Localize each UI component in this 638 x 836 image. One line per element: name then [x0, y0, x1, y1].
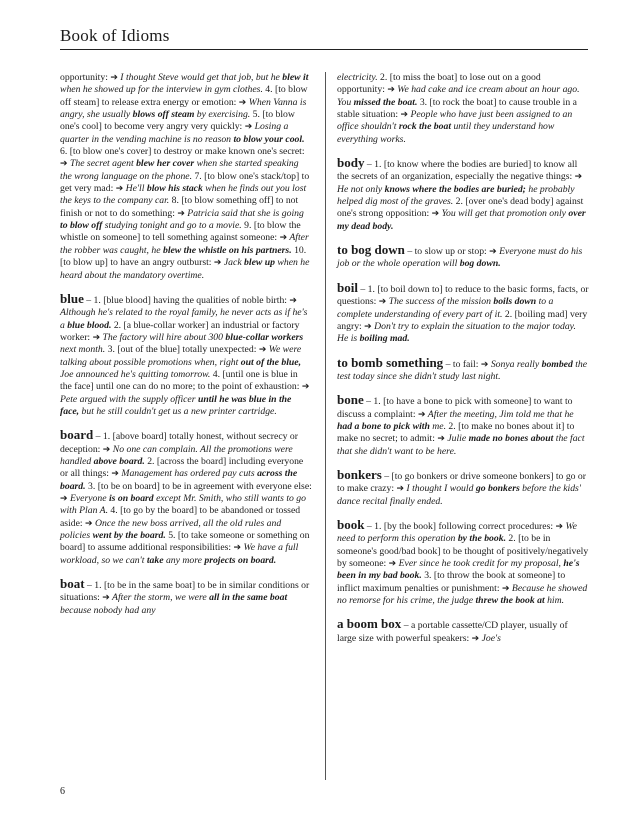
idiom-entry	[337, 354, 589, 384]
entry-text	[337, 244, 589, 271]
arrow-icon: ➔	[574, 172, 583, 183]
example-text: by exercising.	[194, 109, 251, 121]
idiom-highlight: threw the book at	[475, 595, 545, 607]
definition-text: 3. [to throw the book at someone] to inflict maximum penalties or punishment:	[337, 570, 566, 594]
example-text: to a complete understanding of every part of it.	[337, 296, 554, 320]
definition-text: 3. [to rock the boat] to cause trouble in a stable situation:	[337, 96, 577, 121]
definition-text: – 1. [to know where the bodies are buried] to know all the secrets of an organization, especially the negative things:	[337, 159, 578, 183]
example-text: I thought Steve would get that job, but he	[117, 72, 283, 83]
headword: to bomb something	[337, 354, 444, 370]
definition-text: 2. [to be in someone's good/bad book] to be thought of positively/negatively by someone:	[337, 533, 589, 569]
idiom-entry	[337, 516, 589, 607]
idiom-highlight: blew the whistle on his partners.	[162, 244, 292, 256]
idiom-entry	[337, 72, 589, 146]
example-text: The factory will hire about 300	[100, 331, 226, 343]
idiom-highlight: had a bone to pick with	[337, 420, 430, 432]
arrow-icon: ➔	[364, 321, 372, 332]
example-text: the test today since she didn't study last night.	[337, 358, 588, 382]
arrow-icon: ➔	[244, 122, 253, 133]
definition-text: 2. [over one's dead body] against one's strong opposition:	[337, 196, 584, 220]
arrow-icon: ➔	[396, 484, 404, 495]
column-divider	[325, 72, 326, 780]
idiom-entry	[337, 394, 589, 458]
example-text: After the robber was caught, he	[60, 232, 309, 256]
example-text: because nobody had any	[60, 604, 156, 616]
idiom-entry	[337, 279, 589, 346]
example-text: Everyone must do his job or the whole operation will	[337, 246, 583, 270]
definition-text: – [to go bonkers or drive someone bonkers] to go or to make crazy:	[337, 470, 587, 495]
idiom-highlight: blow his stack	[146, 183, 203, 195]
example-text: People who have just been assigned to an office shouldn't	[337, 109, 573, 133]
example-text: but he still couldn't get us a new printer cartridge.	[79, 405, 277, 417]
idiom-highlight: bombed	[541, 358, 573, 370]
arrow-icon: ➔	[258, 345, 267, 356]
example-text: until they understand how everything works.	[337, 121, 555, 145]
example-text: He'll	[123, 183, 147, 195]
arrow-icon: ➔	[388, 559, 397, 569]
idiom-highlight: projects on board.	[204, 554, 277, 566]
example-text: Pete argued with the supply officer	[60, 393, 198, 405]
idiom-highlight: knows where the bodies are buried;	[384, 183, 526, 195]
idiom-highlight: bog down.	[459, 258, 501, 270]
definition-text: – 1. [by the book] following correct procedures:	[364, 520, 556, 532]
definition-text: – to slow up or stop:	[404, 246, 490, 258]
definition-text: – 1. [to boil down to] to reduce to the basic forms, facts, or questions:	[337, 283, 589, 308]
definition-text: 5. [to take someone or something on board] to assume additional responsibilities:	[60, 530, 310, 554]
example-text: Jack	[221, 257, 245, 269]
entry-text	[337, 394, 589, 458]
example-text: except Mr. Smith, who still wants to go with Plan A.	[60, 493, 306, 517]
example-text: Losing a quarter in the vending machine is no reason	[60, 121, 289, 145]
example-text: When Vanna is angry, she usually	[60, 96, 307, 121]
idiom-entry	[337, 157, 589, 233]
page-number: 6	[60, 786, 65, 797]
idiom-highlight: out of the blue,	[240, 356, 302, 368]
idiom-highlight: rock the boat	[398, 121, 452, 133]
example-text: The secret agent	[67, 158, 137, 170]
definition-text: – 1. [to be in the same boat] to be in similar conditions or situations:	[60, 580, 310, 604]
idiom-highlight: blew her cover	[136, 158, 195, 170]
definition-text: 5. [to blow one's cool] to become very angry very quickly:	[60, 109, 295, 133]
example-text: The success of the mission	[386, 296, 494, 308]
example-text: electricity.	[337, 72, 378, 83]
example-text: me.	[429, 420, 446, 432]
idiom-entry	[60, 578, 312, 617]
idiom-entry	[337, 244, 589, 271]
idiom-highlight: above board.	[93, 455, 145, 467]
example-text: he probably helped dig most of the graves.	[337, 183, 575, 208]
example-text: Everyone	[67, 493, 109, 504]
book-title: Book of Idioms	[60, 26, 170, 45]
arrow-icon: ➔	[301, 382, 310, 393]
arrow-icon: ➔	[115, 184, 124, 195]
idiom-highlight: blew it	[282, 72, 309, 83]
example-text: Management has ordered pay cuts	[118, 468, 258, 480]
headword: blue	[60, 290, 84, 306]
example-text: You will get that promotion only	[439, 208, 569, 220]
example-text: We had cake and ice cream about an hour ago. You	[337, 84, 580, 108]
example-text: Sonya really	[488, 358, 542, 370]
example-text: Patricia said that she is going	[184, 207, 304, 219]
arrow-icon: ➔	[387, 85, 395, 96]
example-text: No one can complain. All the promotions were handled	[60, 443, 293, 467]
idiom-highlight: to blow off	[60, 220, 103, 232]
example-text: him.	[544, 595, 565, 607]
example-text: the fact that she didn't want to be here.	[337, 433, 585, 457]
arrow-icon: ➔	[102, 444, 111, 455]
definition-text: 4. [to blow off steam] to release extra energy or emotion:	[60, 84, 308, 108]
entry-text	[60, 72, 312, 282]
definition-text: 8. [to blow something off] to not finish or not to do something:	[60, 195, 299, 219]
arrow-icon: ➔	[400, 110, 409, 121]
idiom-highlight: blue-collar workers	[225, 331, 304, 343]
arrow-icon: ➔	[471, 633, 480, 644]
example-text: when he finds out you lost the keys to the company car.	[60, 183, 307, 207]
definition-text: 6. [to blow one's cover] to destroy or make known one's secret:	[60, 146, 305, 158]
example-text: Although he's related to the royal family, he never acts as if he's a	[60, 307, 308, 331]
arrow-icon: ➔	[480, 359, 489, 370]
idiom-highlight: went by the board.	[92, 530, 166, 542]
example-text: Don't try to explain the situation to the major today. He is	[337, 320, 576, 345]
idiom-highlight: across the board.	[60, 468, 298, 492]
headword: boat	[60, 576, 85, 592]
example-text: studying tonight and go to a movie.	[102, 220, 242, 232]
definition-text: 7. [to blow one's stack/top] to get very mad:	[60, 170, 310, 195]
definition-text: 2. [to miss the boat] to lose out on a good opportunity:	[337, 72, 541, 96]
example-text: Because he showed no remorse for his crime, the judge	[337, 582, 588, 607]
idiom-highlight: take	[146, 554, 164, 566]
example-text: when he heard about the mandatory overtime.	[60, 257, 310, 281]
idiom-entry	[337, 466, 589, 508]
headword: bonkers	[337, 466, 382, 482]
example-text: when she started speaking the wrong language on the phone.	[60, 158, 299, 182]
idiom-highlight: boiling mad.	[359, 333, 410, 345]
example-text: We have a full workload, so we can't	[60, 542, 299, 566]
arrow-icon: ➔	[92, 332, 101, 343]
example-text: After the meeting, Jim told me that he	[425, 408, 574, 420]
arrow-icon: ➔	[501, 583, 510, 594]
idiom-highlight: made no bones about	[468, 433, 554, 445]
arrow-icon: ➔	[85, 518, 93, 529]
example-text: We were talking about possible promotions when, right	[60, 344, 302, 368]
idiom-highlight: by the book.	[457, 533, 506, 545]
idiom-highlight: blew up	[244, 257, 275, 269]
idiom-highlight: blows off steam	[132, 109, 195, 121]
idiom-highlight: until he was blue in the face,	[60, 393, 292, 417]
arrow-icon: ➔	[60, 159, 68, 170]
headword: boil	[337, 279, 358, 295]
entry-text	[337, 157, 589, 233]
arrow-icon: ➔	[555, 521, 564, 532]
example-text: Ever since he took credit for my proposal,	[396, 558, 564, 569]
example-text: any more	[163, 554, 205, 566]
page-header	[60, 26, 588, 50]
example-text: He not only	[337, 183, 385, 195]
example-text: next month.	[60, 344, 106, 356]
arrow-icon: ➔	[437, 434, 445, 445]
entry-text	[337, 516, 589, 607]
example-text: Once the new boss arrived, all the old rules and policies	[60, 517, 282, 542]
example-text: I thought I would	[404, 483, 476, 495]
definition-text: 3. [to be on board] to be in agreement with everyone else:	[85, 480, 312, 492]
arrow-icon: ➔	[378, 297, 387, 308]
arrow-icon: ➔	[279, 233, 288, 244]
entry-text	[337, 618, 589, 645]
example-text: After the storm, we were	[109, 592, 210, 604]
arrow-icon: ➔	[489, 247, 497, 258]
idiom-entry	[337, 618, 589, 645]
example-text: when he showed up for the interview in gym clothes.	[60, 84, 263, 96]
definition-text: 9. [to blow the whistle on someone] to tell something against someone:	[60, 220, 301, 244]
definition-text: – 1. [to have a bone to pick with someone] to want to discuss a complaint:	[337, 396, 573, 420]
left-column	[60, 72, 312, 628]
entry-text	[337, 279, 589, 346]
entry-text	[60, 290, 312, 418]
definition-text: 2. [to make no bones about it] to make no secret; to admit:	[337, 420, 575, 445]
idiom-highlight: blue blood.	[67, 319, 112, 331]
entry-text	[60, 578, 312, 617]
idiom-highlight: missed the boat.	[353, 96, 418, 108]
idiom-entry	[60, 290, 312, 418]
headword: book	[337, 516, 365, 532]
entry-text	[337, 466, 589, 508]
definition-text: 10. [to blow up] to have an angry outburst:	[60, 244, 307, 269]
arrow-icon: ➔	[110, 73, 118, 83]
definition-text: 2. [a blue-collar worker] an industrial or factory worker:	[60, 319, 300, 343]
idiom-highlight: boils down	[493, 296, 537, 308]
entry-text	[337, 72, 589, 146]
idiom-highlight: all in the same boat	[209, 592, 288, 604]
idiom-highlight: he's been in my bad book.	[337, 558, 580, 582]
definition-text: – a portable cassette/CD player, usually of large size with powerful speakers:	[337, 620, 568, 644]
definition-text: – 1. [above board] totally honest, without secrecy or deception:	[60, 431, 298, 455]
example-text: We need to perform this operation	[337, 520, 577, 545]
arrow-icon: ➔	[233, 543, 242, 554]
idiom-highlight: is on board	[108, 493, 154, 504]
headword: to bog down	[337, 242, 405, 258]
idiom-highlight: over my dead body.	[337, 208, 586, 232]
example-text: before the kids' dance recital finally ended.	[337, 483, 581, 507]
headword: board	[60, 427, 94, 443]
arrow-icon: ➔	[177, 208, 185, 219]
entry-text	[60, 429, 312, 567]
idiom-highlight: to blow your cool.	[233, 133, 305, 145]
arrow-icon: ➔	[60, 494, 68, 504]
headword: a boom box	[337, 616, 402, 632]
entry-text	[337, 354, 589, 384]
headword: body	[337, 155, 365, 171]
definition-text: 4. [until one is blue in the face] until one can do no more; to the point of exhaustion:	[60, 368, 302, 393]
definition-text: – to fail:	[443, 358, 481, 370]
arrow-icon: ➔	[431, 209, 440, 220]
definition-text: opportunity:	[60, 72, 111, 83]
example-text: Julie	[444, 433, 469, 445]
arrow-icon: ➔	[238, 97, 247, 108]
definition-text: 2. [boiling mad] very angry:	[337, 308, 588, 332]
idiom-entry	[60, 72, 312, 282]
dictionary-columns	[60, 72, 590, 780]
definition-text: 2. [across the board] including everyone or all things:	[60, 455, 304, 480]
example-text: Joe announced he's quitting tomorrow.	[60, 368, 211, 380]
definition-text: 3. [out of the blue] totally unexpected:	[105, 344, 259, 356]
idiom-highlight: go bonkers	[475, 483, 520, 495]
headword: bone	[337, 392, 364, 408]
arrow-icon: ➔	[111, 469, 119, 480]
arrow-icon: ➔	[289, 295, 297, 306]
right-column	[337, 72, 589, 656]
arrow-icon: ➔	[213, 258, 222, 269]
idiom-entry	[60, 429, 312, 567]
definition-text: – 1. [blue blood] having the qualities of noble birth:	[83, 294, 290, 306]
example-text: Joe's	[479, 632, 501, 644]
definition-text: 4. [to go by the board] to be abandoned or tossed aside:	[60, 505, 301, 529]
arrow-icon: ➔	[418, 409, 426, 420]
arrow-icon: ➔	[102, 593, 110, 604]
